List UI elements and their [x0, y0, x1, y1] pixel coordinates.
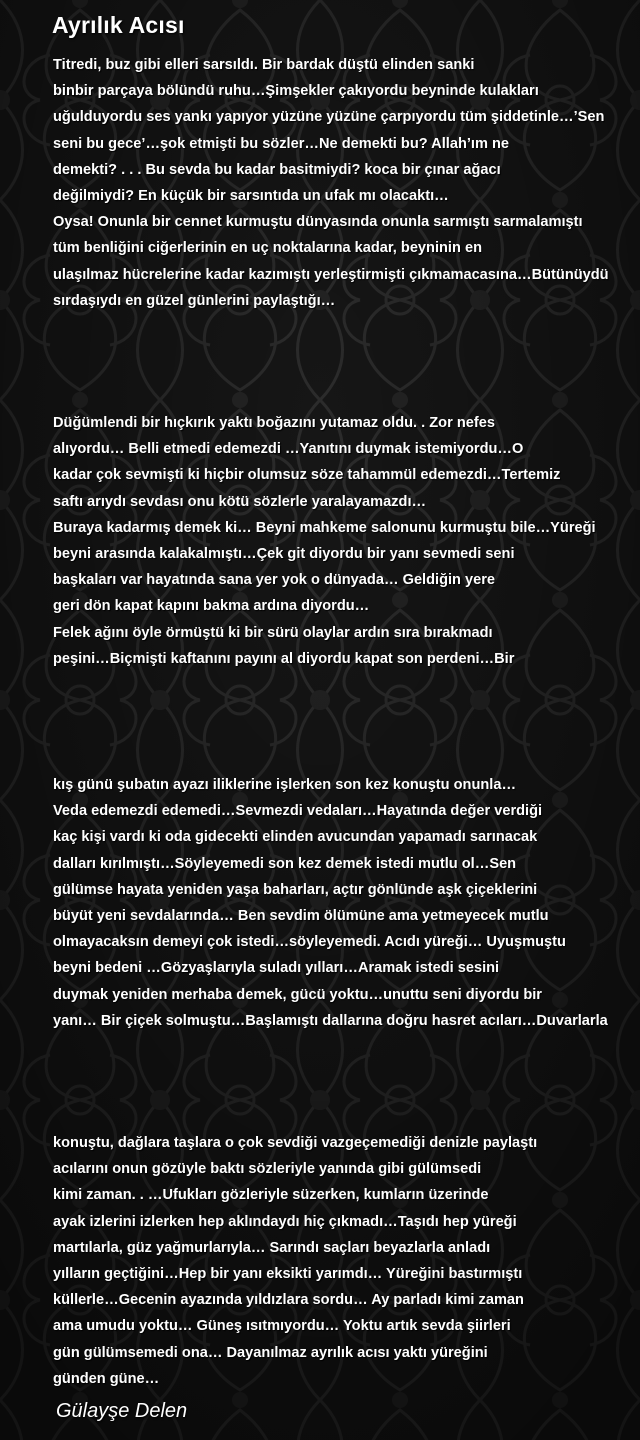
poem-line: gün gülümsemedi ona… Dayanılmaz ayrılık acısı yaktı yüreğini [53, 1344, 488, 1361]
poem-line: büyüt yeni sevdalarında… Ben sevdim ölümüne ama yetmeyecek mutlu [53, 907, 549, 924]
poem-line: kaç kişi vardı ki oda gidecekti elinden avucundan yapamadı sarınacak [53, 829, 538, 846]
poem-line: değilmiydi? En küçük bir sarsıntıda un ufak mı olacaktı… [53, 187, 449, 204]
poem-line: binbir parçaya bölündü ruhu…Şimşekler çakıyordu beyninde kulakları [53, 83, 539, 100]
poem-line: Veda edemezdi edemedi…Sevmezdi vedaları…Hayatında değer verdiği [53, 803, 543, 820]
poem-line: beyni bedeni …Gözyaşlarıyla suladı yılları…Aramak istedi sesini [53, 960, 500, 977]
poem-line: uğulduyordu ses yankı yapıyor yüzüne yüzüne çarpıyordu tüm şiddetinle…’Sen [53, 109, 605, 126]
poem-line: tüm benliğini ciğerlerinin en uç noktalarına kadar, beyninin en [53, 240, 482, 257]
poem-line: ulaşılmaz hücrelerine kadar kazımıştı yerleştirmişti çıkmamacasına…Bütünüydü [53, 266, 609, 283]
poem-line: ama umudu yoktu… Güneş ısıtmıyordu… Yoktu artık sevda şiirleri [53, 1318, 511, 1335]
poem-line: yanı… Bir çiçek solmuştu…Başlamıştı dallarına doğru hasret acıları…Duvarlarla [53, 1012, 608, 1029]
stanza-3 [53, 772, 608, 1034]
poem-line: gülümse hayata yeniden yaşa baharları, açtır gönlünde aşk çiçeklerini [53, 881, 538, 898]
poem-line: geri dön kapat kapını bakma ardına diyordu… [53, 598, 370, 615]
stanza-2 [53, 410, 596, 672]
poem-line: alıyordu… Belli etmedi edemezdi …Yanıtını duymak istemiyordu…O [53, 441, 524, 458]
stanza-4 [53, 1130, 537, 1392]
poem-line: sırdaşıydı en güzel günlerini paylaştığı… [53, 292, 336, 309]
poem-line: başkaları var hayatında sana yer yok o dünyada… Geldiğin yere [53, 572, 496, 589]
poem-line: kış günü şubatın ayazı iliklerine işlerken son kez konuştu onunla… [53, 777, 517, 793]
poem-line: demekti? . . . Bu sevda bu kadar basitmiydi? koca bir çınar ağacı [53, 161, 501, 178]
poem-line: acılarını onun gözüyle baktı sözleriyle yanında gibi gülümsedi [53, 1161, 482, 1178]
poem-line: Buraya kadarmış demek ki… Beyni mahkeme salonunu kurmuştu bile…Yüreği [53, 519, 596, 536]
poem-line: olmayacaksın demeyi çok istedi…söyleyemedi. Acıdı yüreği… Uyuşmuştu [53, 934, 566, 951]
poem-line: peşini…Biçmişti kaftanını payını al diyordu kapat son perdeni…Bir [53, 650, 515, 667]
poem-line: Oysa! Onunla bir cennet kurmuştu dünyasında onunla sarmıştı sarmalamıştı [53, 214, 583, 231]
poem-line: küllerle…Gecenin ayazında yıldızlara sordu… Ay parladı kimi zaman [53, 1292, 524, 1309]
poem-line: kadar çok sevmişti ki hiçbir olumsuz söze tahammül edemezdi…Tertemiz [53, 467, 561, 484]
poem-line: konuştu, dağlara taşlara o çok sevdiği vazgeçemediği denizle paylaştı [53, 1135, 538, 1151]
poem-line: dalları kırılmıştı…Söyleyemedi son kez demek istedi mutlu ol…Sen [53, 855, 517, 872]
poem-line: seni bu gece’…şok etmişti bu sözler…Ne demekti bu? Allah’ım ne [53, 135, 510, 152]
poem-line: duymak yeniden merhaba demek, gücü yoktu…unuttu seni diyordu bir [53, 986, 542, 1003]
poem-line: kimi zaman. . …Ufukları gözleriyle süzerken, kumların üzerinde [53, 1187, 489, 1204]
poem-line: günden güne… [53, 1370, 160, 1387]
poem-line: Düğümlendi bir hıçkırık yaktı boğazını yutamaz oldu. . Zor nefes [53, 415, 495, 431]
poem-author: Gülayşe Delen [56, 1400, 188, 1422]
poem-line: martılarla, güz yağmurlarıyla… Sarındı saçları beyazlarla anladı [53, 1239, 491, 1256]
poem-line: Felek ağını öyle örmüştü ki bir sürü olaylar ardın sıra bırakmadı [53, 624, 493, 641]
poem-line: Titredi, buz gibi elleri sarsıldı. Bir bardak düştü elinden sanki [53, 57, 475, 73]
poem-line: ayak izlerini izlerken hep aklındaydı hiç çıkmadı…Taşıdı hep yüreği [53, 1213, 517, 1230]
poem-line: yılların geçtiğini…Hep bir yanı eksikti yarımdı… Yüreğini bastırmıştı [53, 1265, 523, 1282]
stanza-1 [53, 52, 609, 314]
poem-line: saftı arıydı sevdası onu kötü sözlerle yaralayamazdı… [53, 493, 427, 510]
poem-line: beyni arasında kalakalmıştı…Çek git diyordu bir yanı sevmedi seni [53, 545, 515, 562]
poem-title: Ayrılık Acısı [52, 12, 185, 38]
